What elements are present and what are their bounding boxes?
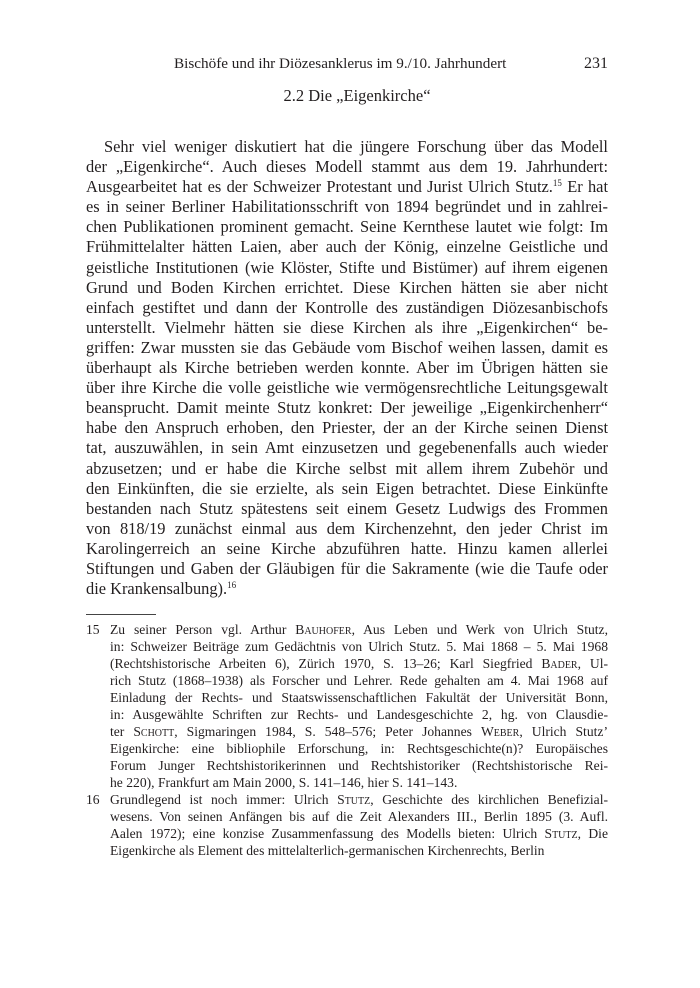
footnote-line [110, 774, 608, 791]
body-line-text: geistliche Institutionen (wie Klöster, Stifte und Bistümer) auf ihrem eigenen [86, 257, 608, 277]
footnote-text: , Sigmaringen 1984, S. 548–576; Peter Johannes [174, 724, 481, 739]
body-line-text: Er hat [561, 177, 608, 197]
body-line [86, 499, 608, 519]
body-line [86, 237, 608, 257]
page-number: 231 [584, 55, 608, 72]
body-line-text: griffen: Zwar mussten sie das Gebäude vom Bischof weihen lassen, damit es [86, 337, 608, 357]
body-line-text: abzusetzen; und er habe die Kirche selbst mit allem ihrem Zubehör und [86, 458, 608, 478]
author-name: Weber [480, 724, 520, 739]
body-paragraph [86, 137, 608, 599]
body-line-text: beansprucht. Damit meinte Stutz konkret: Der jeweilige „Eigenkirchenherr“ [86, 398, 608, 418]
footnote-text: rich Stutz (1868–1938) als Forscher und Lehrer. Rede gehalten am 4. Mai 1968 auf [110, 673, 608, 688]
footnote-text: Eigenkirche: eine bibliophile Erforschung, in: Rechtsgeschichte(n)? Europäisches [110, 741, 608, 756]
footnote-text: Forum Junger Rechtshistorikerinnen und Rechtshistoriker (Rechtshistorische Rei- [110, 758, 608, 773]
body-line-text: chen Publikationen prominent gemacht. Seine Kernthese lautet wie folgt: Im [86, 217, 608, 237]
footnote-text: Zu seiner Person vgl. Arthur [110, 622, 296, 637]
body-line [86, 479, 608, 499]
footnote-separator [86, 614, 156, 615]
body-line-text: über ihre Kirche die volle geistliche wie vermögensrechtliche Leitungsgewalt [86, 378, 608, 398]
body-line [86, 459, 608, 479]
body-line-text: es in seiner Berliner Habilitationsschrift von 1894 begründet und in zahlrei- [86, 197, 608, 217]
footnote-number: 15 [86, 622, 100, 637]
body-line [86, 278, 608, 298]
body-line [86, 358, 608, 378]
body-line-text: bestanden nach Stutz spätestens seit einem Gesetz Ludwigs des Frommen [86, 498, 608, 518]
body-line-text: von 818/19 zunächst einmal aus dem Kirchenzehnt, den jeder Christ im [86, 518, 608, 538]
running-head-title: Bischöfe und ihr Diözesanklerus im 9./10. Jahrhundert [174, 55, 507, 72]
body-line-text: Ausgearbeitet hat es der Schweizer Protestant und Jurist Ulrich Stutz. [86, 177, 553, 197]
body-line-text: Frühmittelalter hätten Laien, aber auch der König, einzelne Geistliche und [86, 237, 608, 257]
body-line [86, 559, 608, 579]
footnote-text: in: Ausgewählte Schriften zur Rechts- und Landesgeschichte 2, hg. von Clausdie- [110, 707, 608, 722]
author-name: Bader [541, 656, 578, 671]
body-line-text: unterstellt. Vielmehr hätten sie diese Kirchen als ihre „Eigenkirchen“ be- [86, 317, 608, 337]
author-name: Schott [133, 724, 175, 739]
body-line [86, 579, 608, 599]
running-head [174, 52, 608, 76]
footnote-line [110, 638, 608, 655]
footnote-text: Aalen 1972); eine konzise Zusammenfassung des Modells bieten: Ulrich [110, 826, 545, 841]
footnote-ref[interactable]: 16 [227, 580, 237, 591]
body-line-text: überhaupt als Kirche betrieben werden konnte. Aber im Übrigen hätten sie [86, 358, 608, 378]
body-line [86, 378, 608, 398]
footnote-text: in: Schweizer Beiträge zum Gedächtnis von Ulrich Stutz. 5. Mai 1868 – 5. Mai 1968 [110, 639, 608, 654]
body-line [86, 438, 608, 458]
body-line-text: den Einkünften, die sie erzielte, als sein Eigen betrachtet. Diese Einkünfte [86, 478, 608, 498]
footnote-text: (Rechtshistorische Arbeiten 6), Zürich 1970, S. 13–26; Karl Siegfried [110, 656, 542, 671]
body-line [86, 539, 608, 559]
body-line [86, 197, 608, 217]
body-line [86, 418, 608, 438]
footnote [86, 621, 608, 791]
footnote-text: ter [110, 724, 134, 739]
footnote-line [110, 621, 608, 638]
body-line-text: Sehr viel weniger diskutiert hat die jüngere Forschung über das Modell [104, 137, 608, 156]
section-heading: 2.2 Die „Eigenkirche“ [283, 86, 431, 105]
footnote-text: , Ulrich Stutz’ [519, 724, 608, 739]
body-line [86, 217, 608, 237]
footnote [86, 791, 608, 859]
body-line [86, 177, 608, 197]
body-line-text: Karolingerreich an seine Kirche abzuführen hatte. Hinzu kamen allerlei [86, 538, 608, 558]
footnotes [86, 621, 608, 859]
body-line [86, 398, 608, 418]
body-line [86, 318, 608, 338]
footnote-number: 16 [86, 792, 100, 807]
footnote-text: Eigenkirche als Element des mittelalterlich-germanischen Kirchenrechts, Berlin [110, 843, 545, 858]
footnote-line [110, 689, 608, 706]
body-line [86, 157, 608, 177]
body-line [86, 338, 608, 358]
footnote-text: , Ul- [577, 656, 608, 671]
footnote-line [110, 655, 608, 672]
footnote-ref[interactable]: 15 [552, 178, 562, 189]
body-line-text: habe den Anspruch erhoben, den Priester, der an der Kirche seinen Dienst [86, 418, 608, 438]
body-line [86, 519, 608, 539]
author-name: Bauhofer [295, 622, 352, 637]
footnote-text: , Geschichte des kirchlichen Benefizial- [370, 792, 609, 807]
footnote-text: Einladung der Rechts- und Staatswissenschaftlichen Fakultät der Universität Bonn, [110, 690, 608, 705]
author-name: Stutz [337, 792, 371, 807]
footnote-line [110, 791, 608, 808]
footnote-line [110, 723, 608, 740]
footnote-text: , Aus Leben und Werk von Ulrich Stutz, [351, 622, 608, 637]
footnote-text: he 220), Frankfurt am Main 2000, S. 141–146, hier S. 141–143. [110, 775, 458, 790]
footnote-line [110, 672, 608, 689]
footnote-line [110, 706, 608, 723]
body-line-text: Grund und Boden Kirchen errichtet. Diese Kirchen hätten sie aber nicht [86, 277, 608, 297]
body-line-text: der „Eigenkirche“. Auch dieses Modell stammt aus dem 19. Jahrhundert: [86, 157, 608, 177]
footnote-line [110, 808, 608, 825]
body-line [86, 298, 608, 318]
body-line [86, 137, 608, 157]
body-line-text: die Krankensalbung). [86, 579, 228, 599]
body-line [86, 258, 608, 278]
footnote-text: Grundlegend ist noch immer: Ulrich [110, 792, 338, 807]
body-line-text: Stiftungen und Gaben der Gläubigen für die Sakramente (wie die Taufe oder [86, 558, 608, 578]
body-line-text: tat, auszuwählen, in sein Amt einzusetzen und gegebenenfalls auch wieder [86, 438, 608, 458]
footnote-line [110, 757, 608, 774]
footnote-text: wesens. Von seinen Anfängen bis auf die Zeit Alexanders III., Berlin 1895 (3. Aufl. [110, 809, 608, 824]
footnote-line [110, 842, 608, 859]
footnote-line [110, 740, 608, 757]
footnote-text: , Die [577, 826, 608, 841]
footnote-line [110, 825, 608, 842]
body-line-text: einfach gestiftet und dann der Kontrolle des zuständigen Diözesanbischofs [86, 297, 608, 317]
author-name: Stutz [544, 826, 578, 841]
